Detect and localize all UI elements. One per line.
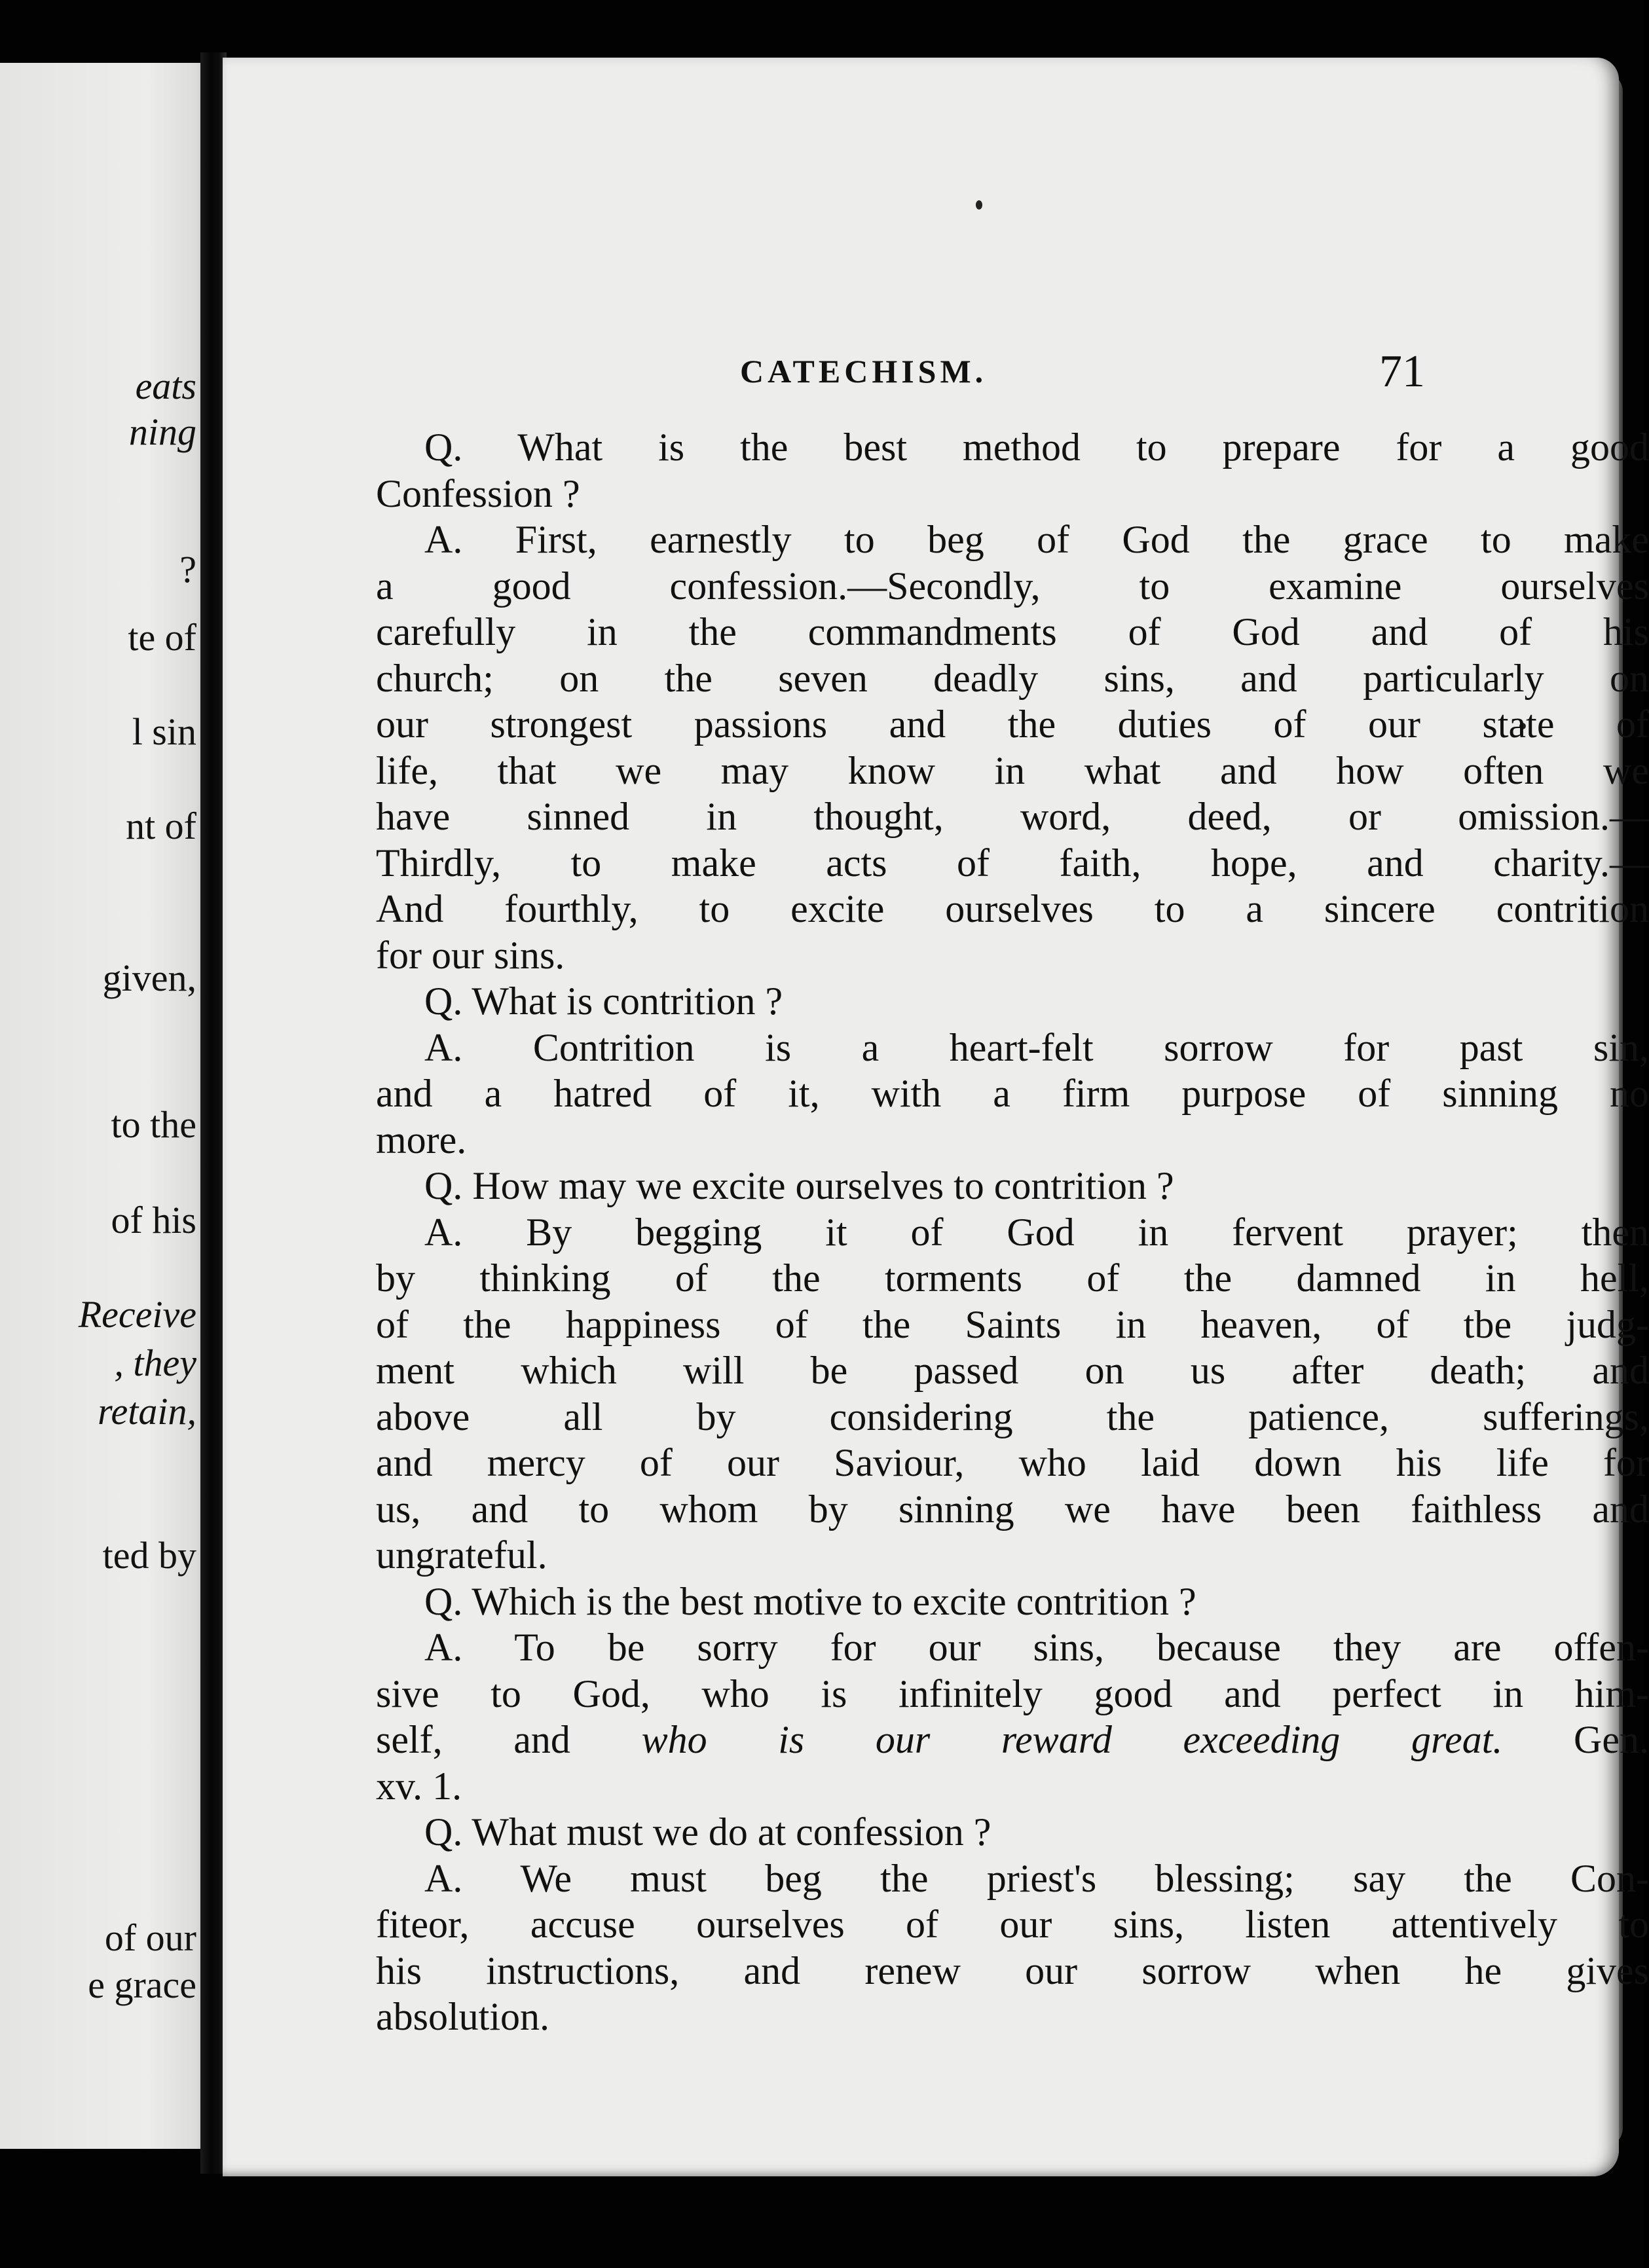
text-line: of the happiness of the Saints in heaven, of tbe judg- bbox=[376, 1302, 1649, 1346]
text-line: Confession ? bbox=[376, 471, 580, 515]
text-line: Q. Which is the best motive to excite contrition ? bbox=[424, 1579, 1196, 1623]
text-line bbox=[376, 1717, 1649, 1763]
text-line: xv. 1. bbox=[376, 1764, 462, 1808]
left-fragment: , they bbox=[114, 1342, 196, 1384]
text-line: carefully in the commandments of God and of his bbox=[376, 610, 1649, 653]
text-line: ment which will be passed on us after death; and bbox=[376, 1349, 1649, 1392]
text-line: our strongest passions and the duties of our state of bbox=[376, 703, 1649, 746]
catechism-text bbox=[376, 424, 1649, 2040]
text-line: his instructions, and renew our sorrow when he gives bbox=[376, 1948, 1649, 1992]
text-run: Gen. bbox=[1574, 1718, 1649, 1761]
text-line: us, and to whom by sinning we have been faithless and bbox=[376, 1487, 1649, 1531]
left-fragment: Receive bbox=[78, 1293, 196, 1336]
left-fragment: ning bbox=[128, 411, 196, 453]
left-fragment: te of bbox=[128, 616, 196, 659]
text-line: Q. What must we do at confession ? bbox=[424, 1810, 991, 1854]
text-line: Q. What is the best method to prepare for a good bbox=[424, 426, 1649, 469]
italic-quotation: who is our reward exceeding great. bbox=[641, 1718, 1503, 1761]
text-line: absolution. bbox=[376, 1995, 549, 2038]
page-number: 71 bbox=[1379, 346, 1425, 397]
text-line: A. First, earnestly to beg of God the grace to make bbox=[424, 518, 1649, 561]
left-fragment: to the bbox=[111, 1103, 196, 1146]
text-line: sive to God, who is infinitely good and perfect in him- bbox=[376, 1672, 1649, 1715]
text-line: A. To be sorry for our sins, because they are offen- bbox=[424, 1626, 1649, 1669]
text-line: more. bbox=[376, 1118, 467, 1161]
left-fragment: nt of bbox=[126, 805, 196, 847]
text-line: for our sins. bbox=[376, 933, 565, 977]
left-fragment: given, bbox=[102, 957, 196, 999]
left-fragment: eats bbox=[135, 365, 196, 407]
text-line: ungrateful. bbox=[376, 1533, 547, 1577]
text-line: church; on the seven deadly sins, and particularly on bbox=[376, 656, 1649, 700]
text-line: A. We must beg the priest's blessing; say the Con- bbox=[424, 1856, 1649, 1900]
left-fragment: ? bbox=[179, 548, 196, 591]
print-speck bbox=[976, 200, 982, 210]
text-line: have sinned in thought, word, deed, or omission.— bbox=[376, 795, 1649, 838]
text-line: A. By begging it of God in fervent prayer; then bbox=[424, 1210, 1649, 1254]
text-line: and mercy of our Saviour, who laid down his life for bbox=[376, 1441, 1649, 1484]
left-fragment: e grace bbox=[88, 1964, 196, 2006]
text-line: above all by considering the patience, sufferings, bbox=[376, 1395, 1649, 1438]
text-line: Q. What is contrition ? bbox=[424, 979, 783, 1023]
text-line: Q. How may we excite ourselves to contrition ? bbox=[424, 1164, 1174, 1207]
running-head: CATECHISM. bbox=[740, 353, 988, 390]
text-line: fiteor, accuse ourselves of our sins, listen attentively to bbox=[376, 1903, 1649, 1946]
facing-page-left bbox=[0, 63, 208, 2149]
text-line: And fourthly, to excite ourselves to a sincere contrition bbox=[376, 887, 1649, 930]
left-fragment: of our bbox=[104, 1916, 196, 1959]
left-fragment: retain, bbox=[98, 1390, 196, 1433]
text-run: self, and bbox=[376, 1718, 642, 1761]
left-fragment: l sin bbox=[132, 710, 196, 753]
text-line: by thinking of the torments of the damned in hell, bbox=[376, 1256, 1649, 1300]
text-line: Thirdly, to make acts of faith, hope, and charity.— bbox=[376, 841, 1649, 885]
text-line: a good confession.—Secondly, to examine ourselves bbox=[376, 564, 1649, 608]
text-line: and a hatred of it, with a firm purpose of sinning no bbox=[376, 1072, 1649, 1115]
left-fragment: of his bbox=[111, 1199, 196, 1241]
text-line: life, that we may know in what and how often we bbox=[376, 748, 1649, 792]
page-right bbox=[223, 58, 1649, 2176]
page-header bbox=[223, 346, 1619, 398]
left-fragment: ted by bbox=[102, 1534, 196, 1577]
text-line: A. Contrition is a heart-felt sorrow for past sin, bbox=[424, 1025, 1649, 1069]
